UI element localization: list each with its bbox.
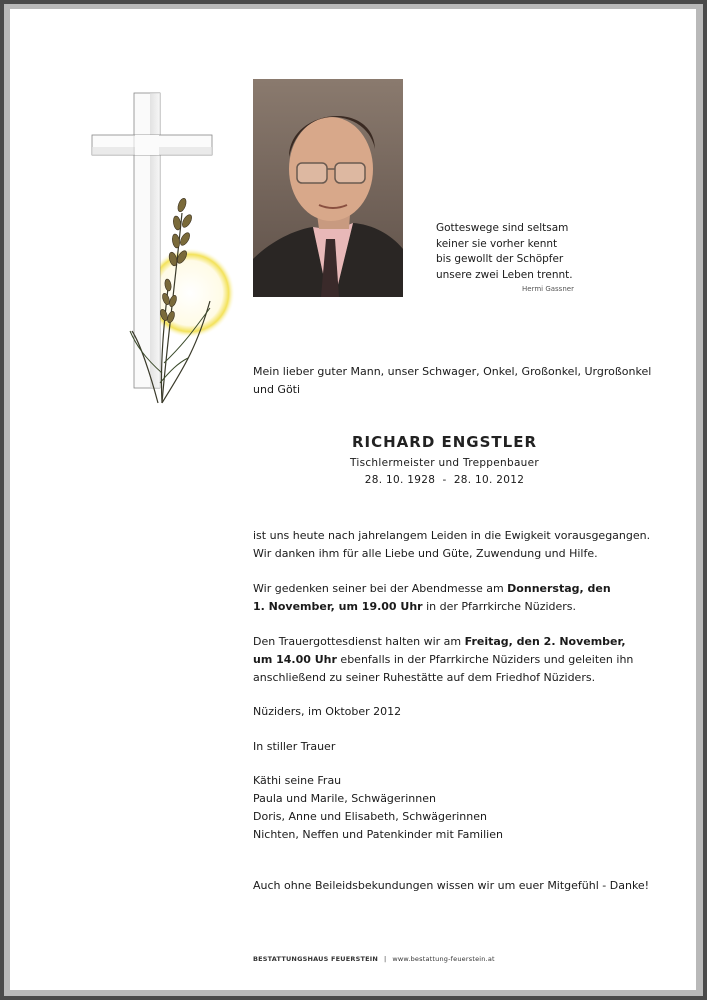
deceased-profession: Tischlermeister und Treppenbauer — [349, 457, 540, 469]
mourners-list — [253, 772, 503, 844]
footer-separator: | — [384, 955, 387, 963]
mourner: Käthi seine Frau — [253, 774, 342, 787]
mass-place: in der Pfarrkirche Nüziders. — [422, 600, 577, 613]
cross-wheat-illustration — [70, 73, 250, 413]
mourner: Paula und Marile, Schwägerinnen — [253, 792, 436, 805]
footer — [253, 955, 495, 963]
obituary-page — [10, 9, 696, 990]
passing-line: Wir danken ihm für alle Liebe und Güte, Zuwendung und Hilfe. — [253, 547, 598, 560]
intro-text — [253, 363, 651, 399]
funeral-text — [253, 633, 633, 687]
footer-firm: BESTATTUNGSHAUS FEUERSTEIN — [253, 955, 378, 963]
mass-time: 1. November, um 19.00 Uhr — [253, 600, 423, 613]
mourner: Nichten, Neffen und Patenkinder mit Familien — [253, 828, 503, 841]
poem-line: Gotteswege sind seltsam — [436, 222, 569, 234]
intro-line: Mein lieber guter Mann, unser Schwager, Onkel, Großonkel, Urgroßonkel — [253, 365, 652, 378]
mass-line-1 — [253, 580, 611, 598]
funeral-line-1 — [253, 633, 633, 651]
funeral-line-2 — [253, 651, 633, 669]
mourner: Doris, Anne und Elisabeth, Schwägerinnen — [253, 810, 487, 823]
deceased-name: RICHARD ENGSTLER — [351, 433, 538, 451]
poem-line: keiner sie vorher kennt — [436, 237, 558, 250]
funeral-place: ebenfalls in der Pfarrkirche Nüziders und geleiten ihn — [336, 653, 634, 666]
portrait-photo — [253, 79, 403, 297]
poem-line: unsere zwei Leben trennt. — [436, 268, 573, 281]
deceased-dates: 28. 10. 1928 - 28. 10. 2012 — [364, 474, 525, 486]
closing-text: Auch ohne Beileidsbekundungen wissen wir um euer Mitgefühl - Danke! — [253, 879, 650, 892]
passing-line: ist uns heute nach jahrelangem Leiden in die Ewigkeit vorausgegangen. — [253, 529, 651, 542]
intro-line: und Göti — [253, 383, 301, 396]
place-date: Nüziders, im Oktober 2012 — [253, 705, 402, 718]
mourning-text: In stiller Trauer — [253, 740, 336, 753]
mass-text — [253, 580, 611, 616]
mass-date: Donnerstag, den — [507, 582, 611, 595]
funeral-pre: Den Trauergottesdienst halten wir am — [253, 635, 465, 648]
funeral-date: Freitag, den 2. November, — [464, 635, 626, 648]
passing-text — [253, 527, 650, 563]
funeral-line-3: anschließend zu seiner Ruhestätte auf dem Friedhof Nüziders. — [253, 671, 596, 684]
funeral-time: um 14.00 Uhr — [253, 653, 337, 666]
poem-line: bis gewollt der Schöpfer — [436, 253, 564, 265]
deceased-block — [253, 433, 636, 489]
mass-line-2 — [253, 598, 611, 616]
footer-url[interactable]: www.bestattung-feuerstein.at — [392, 955, 495, 963]
poem — [436, 221, 626, 295]
poem-author: Hermi Gassner — [522, 285, 574, 293]
mass-pre: Wir gedenken seiner bei der Abendmesse am — [253, 582, 508, 595]
